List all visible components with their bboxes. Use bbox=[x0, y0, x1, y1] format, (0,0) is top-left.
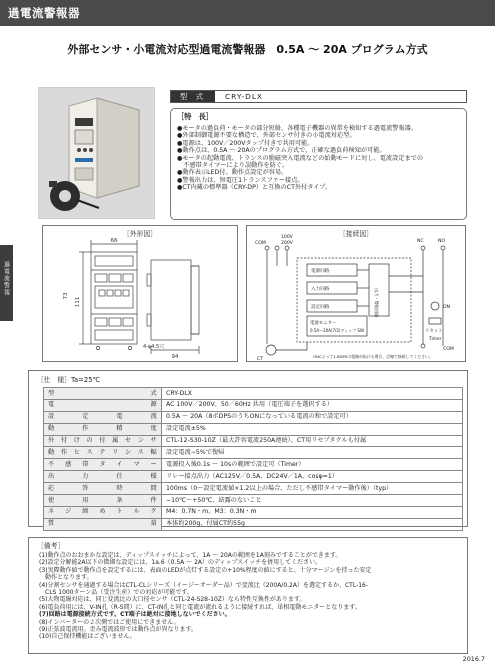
features-title: ［特 長］ bbox=[177, 112, 213, 121]
connection-title: ［接続図］ bbox=[339, 230, 373, 238]
note-item-warning: (7)回路は電源接続方式です。CT端子は絶対に接地しないでください。 bbox=[39, 611, 231, 619]
conn-label-on: ON bbox=[443, 305, 451, 310]
note-item: (6)電負荷用には、V-IN孔（R-S間）に、CT-IN孔と同じ電流が流れるように接続すれば、単相電動モニターとなります。 bbox=[39, 603, 361, 611]
conn-label-com-bottom: COM bbox=[443, 347, 454, 352]
features-list bbox=[177, 125, 465, 192]
outline-drawing-box bbox=[42, 225, 238, 362]
outline-dim-height: 111 bbox=[75, 296, 81, 308]
model-value: CRY-DLX bbox=[225, 92, 263, 101]
spec-label: 外付けの付属センサ bbox=[44, 435, 162, 447]
spec-label: 応答時間 bbox=[44, 483, 162, 495]
notes-list bbox=[39, 552, 464, 641]
model-label: 型 式 bbox=[171, 91, 215, 102]
note-item: (5)大物電線対応は、同じ変流比の大口径センサ（CTL-24-S28-10Z）なら特性互換性があります。 bbox=[39, 596, 306, 604]
conn-label-dip: 0.5A～20A(7/2)ディップ SW bbox=[310, 328, 364, 333]
spec-value: 電源投入後0.1s ～ 10sの範囲で設定可（Timer） bbox=[162, 459, 463, 471]
connection-diagram-box bbox=[246, 225, 466, 362]
spec-label: 質量 bbox=[44, 518, 162, 530]
spec-label: 出力仕様 bbox=[44, 471, 162, 483]
table-row bbox=[44, 483, 463, 495]
spec-label: 設定電流 bbox=[44, 411, 162, 423]
note-item: (10)自己保持機能はございません。 bbox=[39, 633, 136, 641]
spec-value: 本体約200g、付属CT約55g bbox=[162, 518, 463, 530]
feature-item: 不感帯タイマーにより誤動作を防ぐ。 bbox=[177, 162, 289, 170]
outline-dim-pitch: 73 bbox=[63, 292, 69, 300]
notes-title: ［備考］ bbox=[37, 542, 65, 550]
note-item: (4)分割センサを通過する場合はCTL-CLシリーズ（イージーオーダー品）で変流比（200A/0.2A）を選定するか、CTL-16- bbox=[39, 581, 369, 589]
table-row bbox=[44, 388, 463, 400]
conn-label-ct: CT bbox=[257, 357, 264, 362]
note-item: CLS 1000ターン品（受注生産）での対応が可能です。 bbox=[39, 589, 193, 597]
model-bar bbox=[170, 90, 467, 103]
table-row bbox=[44, 423, 463, 435]
conn-label-alarm: 出力・警報回路 bbox=[374, 288, 379, 318]
feature-item: ●警報出力は、無電圧1トランスファー接点。 bbox=[177, 176, 304, 184]
feature-item: ●モータの起動電流、トランスの励磁突入電流などの始動モードに対し、電流設定までの bbox=[177, 154, 424, 162]
spec-label: 動作精度 bbox=[44, 423, 162, 435]
spec-value: CTL-12-S30-10Z（最大許容電流250A連続）、CT用リセプタクルも付属 bbox=[162, 435, 463, 447]
spec-value: CRY-DLX bbox=[162, 388, 463, 400]
conn-label-power-circuit: 電源回路 bbox=[311, 269, 330, 274]
conn-label-100v: 100V bbox=[281, 235, 293, 240]
product-title: 外部センサ・小電流対応型過電流警報器 0.5A ～ 20A プログラム方式 bbox=[67, 43, 428, 56]
outline-drawing bbox=[43, 226, 239, 363]
note-item: (9)正弦波電流用。歪み電流波形では動作点が異なります。 bbox=[39, 626, 198, 634]
outline-hole-note: 4-φ4.5穴 bbox=[143, 344, 165, 350]
conn-label-input-circuit: 入力回路 bbox=[311, 287, 330, 292]
footer-date: 2016.7 bbox=[462, 655, 485, 663]
spec-box bbox=[28, 370, 468, 527]
spec-value: リレー接点出力（AC125V／0.5A、DC24V／1A、cosφ=1） bbox=[162, 471, 463, 483]
features-box bbox=[170, 108, 467, 220]
table-row bbox=[44, 435, 463, 447]
product-photo-drawing bbox=[39, 88, 155, 219]
conn-label-com-top: COM bbox=[255, 241, 266, 246]
outline-title: ［外形図］ bbox=[123, 230, 157, 238]
conn-label-set-circuit: 設定回路 bbox=[311, 305, 330, 310]
conn-label-200v: 200V bbox=[281, 241, 293, 246]
spec-value: AC 100V／200V、50／60Hz 共用（電圧端子を選択する） bbox=[162, 399, 463, 411]
spec-label: 動作ヒステリシス幅 bbox=[44, 447, 162, 459]
table-row bbox=[44, 495, 463, 507]
spec-title: ［仕 様］Ta=25℃ bbox=[37, 376, 101, 384]
side-tab-label: 過電流警報 bbox=[2, 261, 10, 296]
spec-value: 設定電流±5% bbox=[162, 423, 463, 435]
section-title: 過電流警報器 bbox=[8, 6, 80, 20]
product-photo bbox=[38, 87, 155, 219]
table-row bbox=[44, 471, 463, 483]
header-bar bbox=[0, 0, 495, 26]
spec-label: 型式 bbox=[44, 388, 162, 400]
conn-label-nc: NC bbox=[417, 239, 424, 244]
spec-value: 設定電流−5%で復帰 bbox=[162, 447, 463, 459]
spec-value: −10℃～+50℃、結露のないこと bbox=[162, 495, 463, 507]
outline-dim-width: 66 bbox=[110, 238, 118, 244]
table-row bbox=[44, 399, 463, 411]
outline-dim-depth: 94 bbox=[171, 354, 179, 360]
table-row bbox=[44, 518, 463, 530]
note-item: 動作となります。 bbox=[39, 574, 93, 582]
table-row bbox=[44, 506, 463, 518]
feature-item: ●動作表示LED付。動作点設定が容易。 bbox=[177, 169, 288, 177]
spec-label: ネジ締めトルク bbox=[44, 506, 162, 518]
table-row bbox=[44, 447, 463, 459]
note-item: (3)実際動作値で動作点を設定するには、表面のLEDが点灯する設定の+10%程度の値にすると、十分マージンを持った安定 bbox=[39, 566, 372, 574]
spec-label: 電源 bbox=[44, 399, 162, 411]
conn-label-timer: Timer bbox=[429, 337, 442, 342]
spec-value: M4：0.7N・m、M3：0.3N・m bbox=[162, 506, 463, 518]
spec-label: 使用条件 bbox=[44, 495, 162, 507]
feature-item: ●CT内蔵の標準器（CRY-DP）と互換のCT外付タイプ。 bbox=[177, 184, 332, 192]
feature-item: ●外部制御電源不要な構造で、外部センサ付きの小電流対応型。 bbox=[177, 132, 356, 140]
spec-value: 0.5A ～ 20A（8ポDPSのうちONになっている電流の和で設定可） bbox=[162, 411, 463, 423]
note-item: (2)設定分解能2A以下の微細な設定には、1a.6（0.5A ～ 2A）のディップスイッチを併用してください。 bbox=[39, 559, 322, 567]
conn-note: ONCとって1.6DPSの電線が抜ける場合、点線で接続してください。 bbox=[313, 354, 433, 359]
side-tab bbox=[0, 245, 13, 321]
connection-diagram bbox=[247, 226, 467, 363]
note-item: (8)インバーターの２次側ではご使用にできません。 bbox=[39, 618, 180, 626]
spec-value: 100ms（0～設定電流値×1.2以上の場合、ただし不感帯タイマー動作後）（typ） bbox=[162, 483, 463, 495]
conn-label-monitor: 電流モニター bbox=[310, 321, 337, 326]
table-row bbox=[44, 411, 463, 423]
conn-label-no: NO bbox=[438, 239, 446, 244]
spec-table bbox=[43, 387, 463, 531]
note-item: (1)動作点のおおまかな設定は、ディップスイッチによって、1A ～ 20Aの範囲を1A刻みですることができます。 bbox=[39, 552, 342, 559]
conn-label-reset: リセット bbox=[425, 329, 443, 334]
spec-label: 不感帯タイマー bbox=[44, 459, 162, 471]
feature-item: ●電源は、100V／200Vタップ付きで共用可能。 bbox=[177, 139, 314, 147]
notes-box bbox=[28, 537, 468, 654]
feature-item: ●動作点は、0.5A ～ 20Aのプログラム方式で、正確な過負荷検知が可能。 bbox=[177, 147, 386, 155]
feature-item: ●モータの過負荷・モータの部分短絡、各種電子機器の異常を検知する過電流警報器。 bbox=[177, 125, 418, 132]
table-row bbox=[44, 459, 463, 471]
